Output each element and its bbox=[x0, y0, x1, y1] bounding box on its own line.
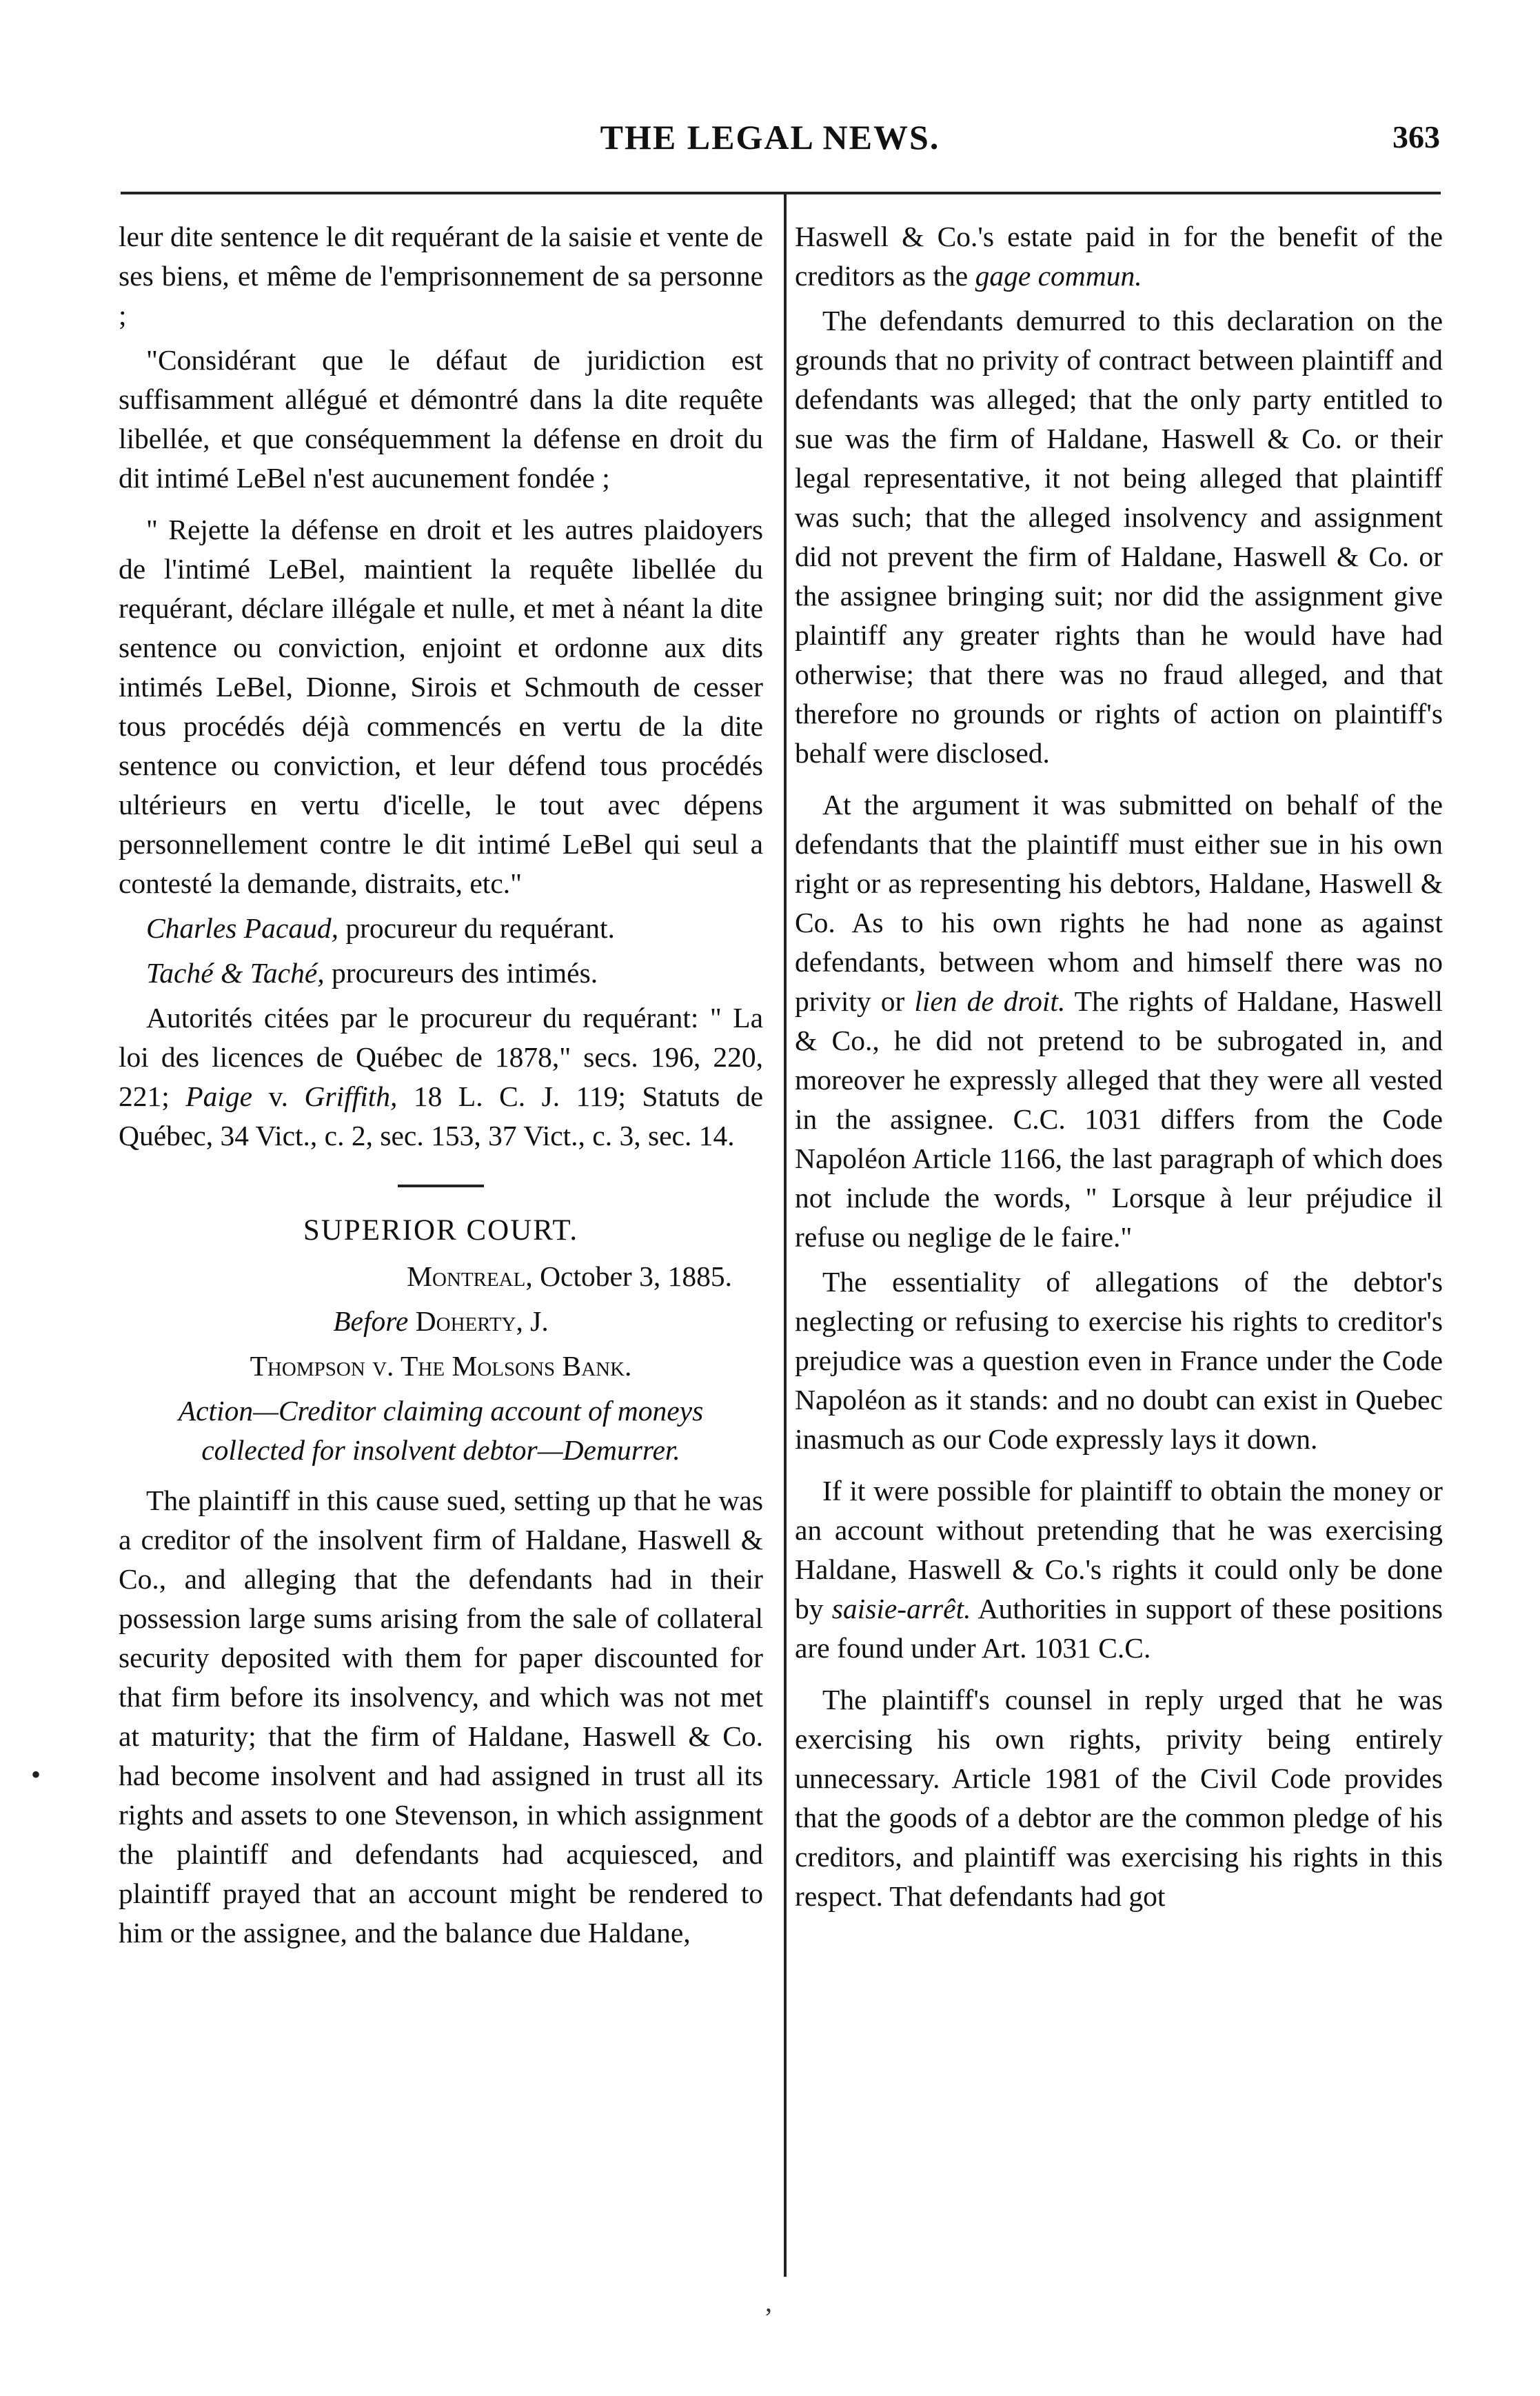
column-rule bbox=[784, 194, 787, 2277]
counsel-role: procureurs des intimés. bbox=[324, 957, 598, 989]
dateline bbox=[119, 1257, 763, 1296]
versus: v. bbox=[252, 1080, 305, 1112]
counsel-name: Charles Pacaud, bbox=[146, 912, 338, 944]
before-label: Before bbox=[333, 1305, 409, 1337]
authorities-text: 18 L. C. J. 119; Statuts de Québec, 34 Vict., c. 2, sec. 153, 37 Vict., c. 3, sec. 14. bbox=[119, 1080, 763, 1151]
paragraph: The defendants demurred to this declaration on the grounds that no privity of contract between plaintiff and defendants was alleged; that the only party entitled to sue was the firm of Haldane, Haswell & Co. or their legal representative, it not being alleged that plaintiff was such; that the alleged insolvency and assignment did not prevent the firm of Haldane, Haswell & Co. or the assignee bringing suit; nor did the assignment give plaintiff any greater rights than he would have had otherwise; that there was no fraud alleged, and that therefore no grounds or rights of action on plaintiff's behalf were disclosed. bbox=[795, 305, 1443, 769]
margin-mark: • bbox=[31, 1759, 41, 1790]
case-name: Paige bbox=[185, 1080, 253, 1112]
date: October 3, 1885. bbox=[532, 1260, 732, 1292]
case-summary: Action—Creditor claiming account of moneys collected for insolvent debtor—Demurrer. bbox=[178, 1395, 704, 1466]
italic-term: saisie-arrêt. bbox=[831, 1593, 971, 1624]
judge-line bbox=[119, 1302, 763, 1341]
authorities bbox=[119, 998, 763, 1156]
court-heading: SUPERIOR COURT. bbox=[303, 1214, 579, 1247]
italic-term: gage commun. bbox=[975, 260, 1142, 292]
page-number: 363 bbox=[1392, 119, 1440, 154]
text: The rights of Haldane, Haswell & Co., he did not pretend to be subrogated in, and moreover he expressly alleged that they were all vested in the assignee. C.C. 1031 differs from the Code Napoléon Article 1166, the last paragraph of which does not include the words, " Lorsque à leur préjudice il refuse ou neglige de le faire." bbox=[795, 985, 1443, 1253]
italic-term: lien de droit. bbox=[914, 985, 1066, 1017]
counsel-line bbox=[119, 909, 763, 948]
paragraph bbox=[795, 785, 1443, 1257]
text: At the argument it was submitted on behalf of the defendants that the plaintiff must either sue in his own right or as representing his debtors, Haldane, Haswell & Co. As to his own rights he had none as against defendants, between whom and himself there was no privity or bbox=[795, 789, 1443, 1017]
paragraph: "Considérant que le défaut de juridiction est suffisamment allégué et démontré dans la dite requête libellée, et que conséquemment la défense en droit du dit intimé LeBel n'est aucunement fondée ; bbox=[119, 344, 763, 494]
paragraph: leur dite sentence le dit requérant de la saisie et vente de ses biens, et même de l'emprisonnement de sa personne ; bbox=[119, 221, 763, 331]
authorities-text: Autorités citées par le procureur du requérant: " La loi des licences de Québec de 1878," secs. 196, 220, 221; bbox=[119, 1002, 763, 1112]
running-head: THE LEGAL NEWS. bbox=[600, 118, 940, 157]
paragraph: The plaintiff's counsel in reply urged that he was exercising his own rights, privity being entirely unnecessary. Article 1981 of the Civil Code provides that the goods of a debtor are the common pledge of his creditors, and plaintiff was exercising his rights in this respect. That defendants had got bbox=[795, 1684, 1443, 1912]
text: If it were possible for plaintiff to obtain the money or an account without pretending that he was exercising Haldane, Haswell & Co.'s rights it could only be done by bbox=[795, 1475, 1443, 1624]
right-column bbox=[795, 217, 1443, 1922]
paragraph: The essentiality of allegations of the debtor's neglecting or refusing to exercise his rights to creditor's prejudice was a question even in France under the Code Napoléon as it stands: and no doubt can exist in Quebec inasmuch as our Code expressly lays it down. bbox=[795, 1266, 1443, 1455]
case-name: Griffith, bbox=[304, 1080, 398, 1112]
case-title: Thompson v. The Molsons Bank. bbox=[250, 1350, 632, 1382]
text: Haswell & Co.'s estate paid in for the benefit of the creditors as the bbox=[795, 221, 1443, 292]
text: Authorities in support of these positions are found under Art. 1031 C.C. bbox=[795, 1593, 1443, 1664]
section-divider bbox=[398, 1185, 484, 1187]
paragraph bbox=[795, 1471, 1443, 1668]
paragraph: The plaintiff in this cause sued, setting up that he was a creditor of the insolvent firm of Haldane, Haswell & Co., and alleging that the defendants had in their possession large sums arising from the sale of collateral security deposited with them for paper discounted for that firm before its insolvency, and which was not met at maturity; that the firm of Haldane, Haswell & Co. had become insolvent and had assigned in trust all its rights and assets to one Stevenson, in which assignment the plaintiff and defendants had acquiesced, and plaintiff prayed that an account might be rendered to him or the assignee, and the balance due Haldane, bbox=[119, 1484, 763, 1949]
paragraph bbox=[795, 217, 1443, 296]
place: Montreal, bbox=[407, 1260, 533, 1292]
judge: Doherty, J. bbox=[408, 1305, 549, 1337]
left-column bbox=[119, 217, 763, 1958]
stray-mark: , bbox=[765, 2286, 772, 2317]
header-rule bbox=[121, 192, 1441, 194]
paragraph: " Rejette la défense en droit et les autres plaidoyers de l'intimé LeBel, maintient la requête libellée du requérant, déclare illégale et nulle, et met à néant la dite sentence ou conviction, enjoint et ordonne aux dits intimés LeBel, Dionne, Sirois et Schmouth de cesser tous procédés déjà commencés en vertu de la dite sentence ou conviction, et leur défend tous procédés ultérieurs en vertu d'icelle, le tout avec dépens personnellement contre le dit intimé LeBel qui seul a contesté la demande, distraits, etc." bbox=[119, 514, 763, 899]
counsel-role: procureur du requérant. bbox=[338, 912, 615, 944]
counsel-line bbox=[119, 954, 763, 993]
counsel-name: Taché & Taché, bbox=[146, 957, 325, 989]
